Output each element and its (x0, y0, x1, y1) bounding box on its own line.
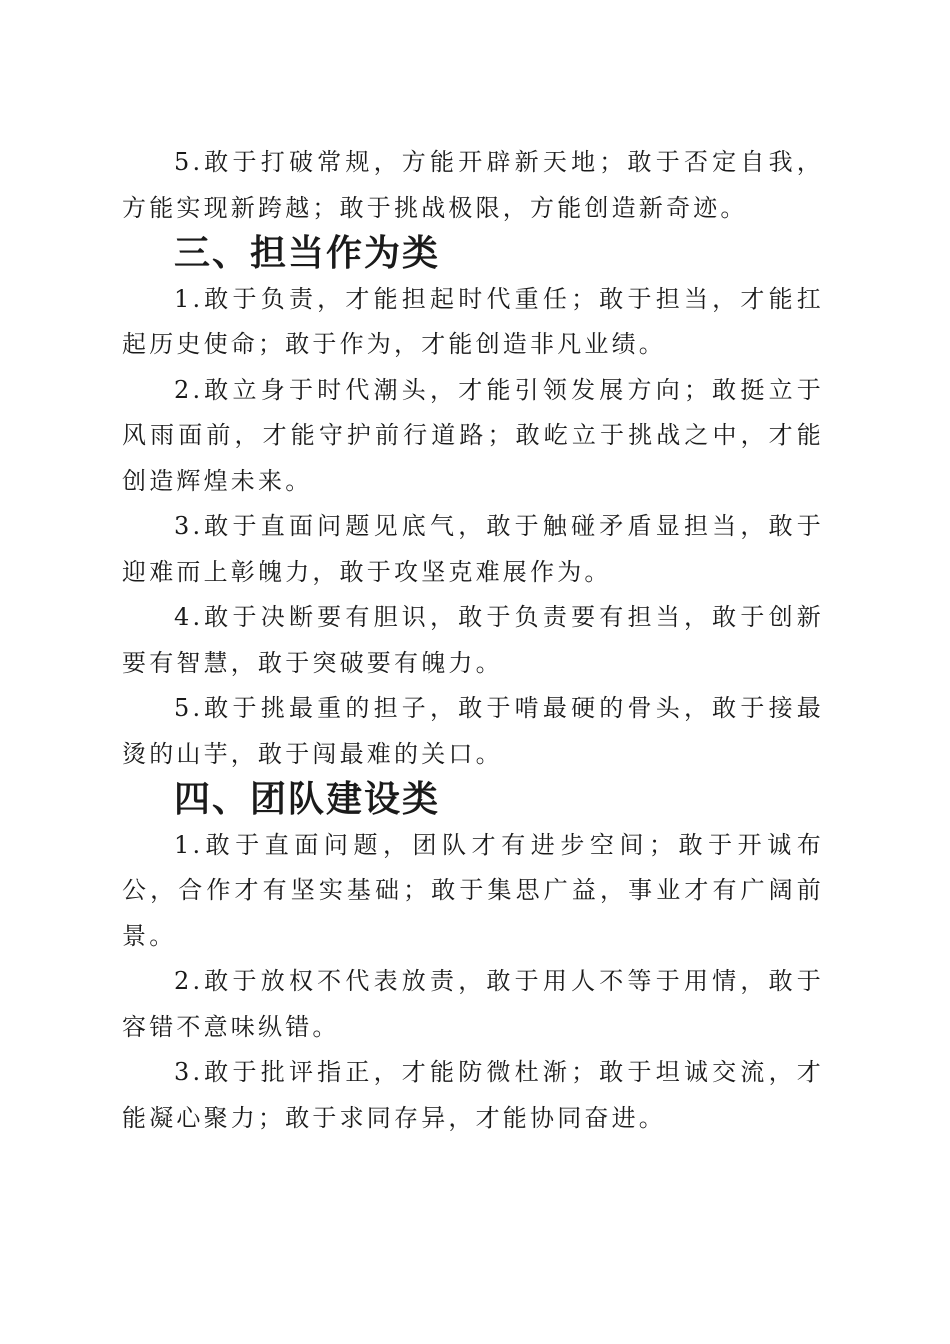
paragraph-responsibility-4: 4.敢于决断要有胆识，敢于负责要有担当，敢于创新要有智慧，敢于突破要有魄力。 (122, 603, 824, 677)
paragraph-team-3: 3.敢于批评指正，才能防微杜渐；敢于坦诚交流，才能凝心聚力；敢于求同存异，才能协同奋进。 (122, 1058, 824, 1132)
document-body (122, 140, 824, 1141)
paragraph-team-1: 1.敢于直面问题，团队才有进步空间；敢于开诚布公，合作才有坚实基础；敢于集思广益，事业才有广阔前景。 (122, 830, 824, 950)
section-heading-team-building: 四、团队建设类 (174, 779, 441, 820)
paragraph-team-2: 2.敢于放权不代表放责，敢于用人不等于用情，敢于容错不意味纵错。 (122, 967, 824, 1041)
paragraph-responsibility-3: 3.敢于直面问题见底气，敢于触碰矛盾显担当，敢于迎难而上彰魄力，敢于攻坚克难展作为。 (122, 512, 824, 586)
paragraph-responsibility-2: 2.敢立身于时代潮头，才能引领发展方向；敢挺立于风雨面前，才能守护前行道路；敢屹立于挑战之中，才能创造辉煌未来。 (122, 375, 824, 495)
section-heading-responsibility: 三、担当作为类 (174, 233, 441, 274)
paragraph-innovation-5: 5.敢于打破常规，方能开辟新天地；敢于否定自我，方能实现新跨越；敢于挑战极限，方能创造新奇迹。 (122, 148, 824, 222)
paragraph-responsibility-5: 5.敢于挑最重的担子，敢于啃最硬的骨头，敢于接最烫的山芋，敢于闯最难的关口。 (122, 694, 824, 768)
paragraph-responsibility-1: 1.敢于负责，才能担起时代重任；敢于担当，才能扛起历史使命；敢于作为，才能创造非凡业绩。 (122, 284, 824, 358)
